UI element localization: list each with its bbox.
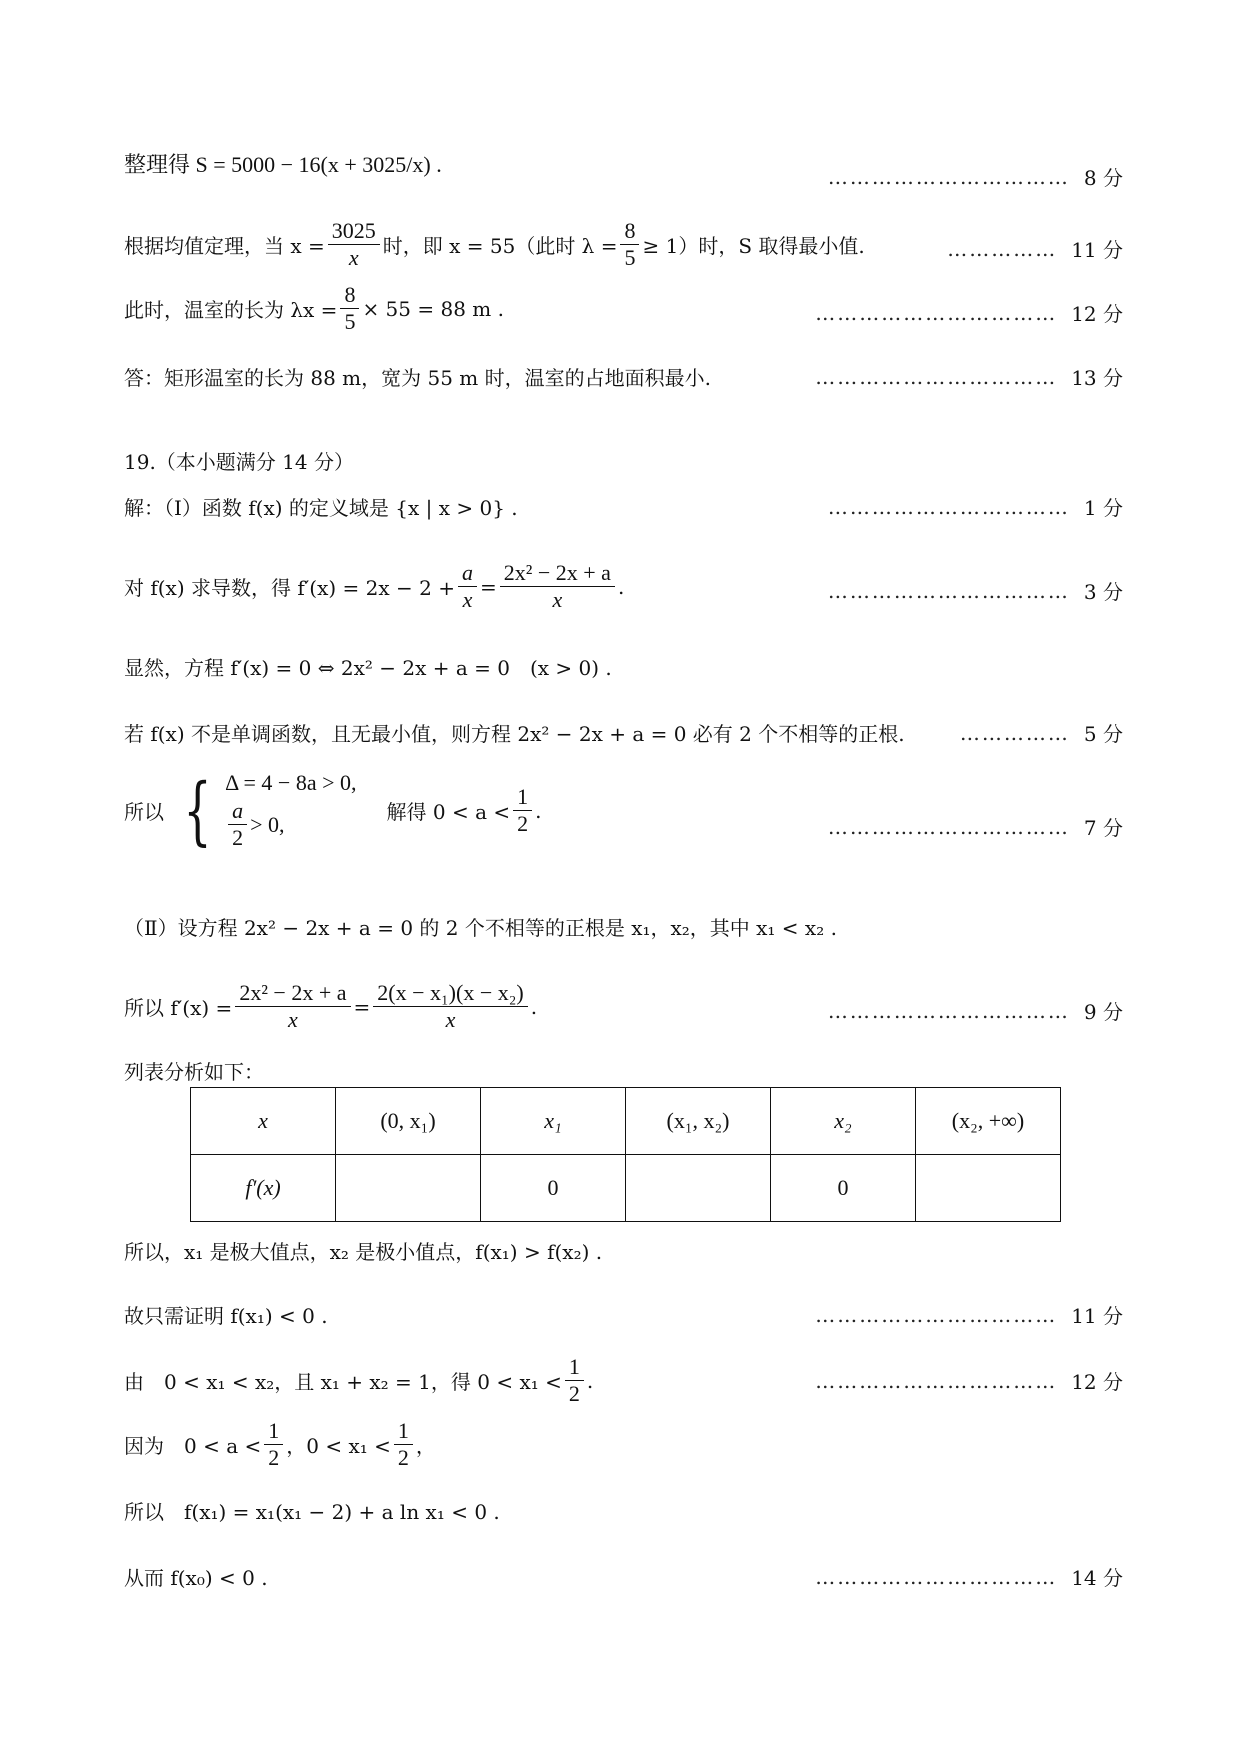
text: 此时，温室的长为 λx = xyxy=(124,298,338,322)
left-brace: { xyxy=(183,767,212,854)
numerator: a xyxy=(458,560,477,587)
text: ，0 < x₁ < xyxy=(286,1434,391,1458)
score-8 xyxy=(828,812,1123,841)
numerator: 2x² − 2x + a xyxy=(500,560,615,587)
fraction xyxy=(373,980,527,1033)
denominator: x xyxy=(462,587,473,612)
equation-system xyxy=(225,770,356,851)
fraction xyxy=(500,560,615,613)
table-cell: 0 xyxy=(481,1155,626,1222)
denominator: x xyxy=(348,245,359,270)
text: ， xyxy=(415,1434,436,1458)
leader-dots: …………………………… xyxy=(815,1368,1058,1393)
fraction xyxy=(620,218,639,271)
text: > 0, xyxy=(250,811,285,837)
score-label: 5 分 xyxy=(1083,722,1123,746)
numerator: 1 xyxy=(565,1354,584,1381)
score-label: 12 分 xyxy=(1071,1370,1123,1394)
line-7 xyxy=(124,560,624,613)
question-heading xyxy=(124,446,354,475)
text: 解：（Ⅰ）函数 f(x) 的定义域是 {x | x > 0} . xyxy=(124,496,518,520)
table-cell xyxy=(336,1155,481,1222)
score-3 xyxy=(815,298,1123,327)
text: × 55 = 88 m . xyxy=(362,296,504,321)
leader-dots: …………………………… xyxy=(827,998,1070,1023)
text: 故只需证明 f(x₁) < 0 . xyxy=(124,1304,328,1328)
line-11 xyxy=(124,912,837,941)
line-6 xyxy=(124,492,518,521)
text: 若 f(x) 不是单调函数，且无最小值，则方程 2x² − 2x + a = 0 必有 2 个不相等的正根. xyxy=(124,722,905,746)
score-9 xyxy=(828,996,1123,1025)
text: 整理得 S = 5000 − 16(x + 3025/x) . xyxy=(124,152,442,177)
denominator: 2 xyxy=(268,1445,280,1470)
fraction xyxy=(235,980,350,1033)
score-label: 14 分 xyxy=(1071,1566,1123,1590)
table-cell xyxy=(626,1155,771,1222)
score-label: 3 分 xyxy=(1083,580,1123,604)
text: 所以 f′(x) = xyxy=(124,996,233,1020)
text: . xyxy=(586,1368,594,1393)
leader-dots: …………………………… xyxy=(827,164,1070,189)
fraction xyxy=(458,560,477,613)
numerator: 3025 xyxy=(328,218,380,245)
denominator: 2 xyxy=(397,1445,409,1470)
line-10 xyxy=(124,767,542,854)
numerator: a xyxy=(228,798,247,825)
text: 所以 xyxy=(124,800,164,824)
table-cell: f′(x) xyxy=(191,1155,336,1222)
table-cell xyxy=(916,1155,1061,1222)
score-label: 11 分 xyxy=(1071,1304,1123,1328)
leader-dots: …………… xyxy=(959,720,1070,745)
denominator: 2 xyxy=(232,825,244,850)
numerator: 1 xyxy=(513,784,532,811)
leader-dots: …………… xyxy=(947,236,1058,261)
system-row-1 xyxy=(225,770,356,796)
denominator: 5 xyxy=(344,309,356,334)
score-label: 8 分 xyxy=(1083,166,1123,190)
text: （Ⅱ）设方程 2x² − 2x + a = 0 的 2 个不相等的正根是 x₁，x₂，其中 x₁ < x₂ . xyxy=(124,916,837,940)
table-cell: (x₁, x₂) xyxy=(626,1088,771,1155)
text: 根据均值定理，当 x = xyxy=(124,234,325,258)
line-17 xyxy=(124,1418,436,1471)
denominator: x xyxy=(445,1007,456,1032)
text: ≥ 1）时，S 取得最小值. xyxy=(642,234,865,258)
fraction xyxy=(228,798,247,851)
line-3 xyxy=(124,282,504,335)
fraction xyxy=(394,1418,413,1471)
table-cell: x xyxy=(191,1088,336,1155)
text: . xyxy=(617,574,625,599)
fraction xyxy=(264,1418,283,1471)
table-cell: (x₂, +∞) xyxy=(916,1088,1061,1155)
fraction xyxy=(340,282,359,335)
score-7 xyxy=(960,718,1123,747)
line-12 xyxy=(124,980,537,1033)
score-label: 12 分 xyxy=(1071,302,1123,326)
denominator: 2 xyxy=(517,811,529,836)
leader-dots: …………………………… xyxy=(815,364,1058,389)
line-4 xyxy=(124,362,711,391)
leader-dots: …………………………… xyxy=(827,578,1070,603)
text: 列表分析如下： xyxy=(124,1060,264,1084)
line-18 xyxy=(124,1496,500,1525)
text: . xyxy=(535,798,542,823)
numerator: 8 xyxy=(620,218,639,245)
text: Δ = 4 − 8a > 0, xyxy=(225,770,357,795)
leader-dots: …………………………… xyxy=(827,494,1070,519)
denominator: x xyxy=(288,1007,298,1032)
numerator: 1 xyxy=(394,1418,413,1445)
denominator: x xyxy=(552,587,563,612)
score-1 xyxy=(828,162,1123,191)
table-cell: x₁ xyxy=(481,1088,626,1155)
leader-dots: …………………………… xyxy=(815,1302,1058,1327)
line-15 xyxy=(124,1300,328,1329)
line-16 xyxy=(124,1354,593,1407)
text: 19.（本小题满分 14 分） xyxy=(124,450,354,474)
score-12 xyxy=(815,1562,1123,1591)
line-8 xyxy=(124,652,612,681)
line-14 xyxy=(124,1236,602,1265)
score-label: 13 分 xyxy=(1071,366,1123,390)
text: 解得 0 < a < xyxy=(386,800,511,824)
text: 所以 f(x₁) = x₁(x₁ − 2) + a ln x₁ < 0 . xyxy=(124,1500,500,1524)
numerator: 8 xyxy=(340,282,359,309)
fraction xyxy=(565,1354,584,1407)
score-2 xyxy=(947,234,1123,263)
text: = xyxy=(479,574,497,599)
score-10 xyxy=(815,1300,1123,1329)
line-13 xyxy=(124,1056,264,1085)
numerator: 1 xyxy=(264,1418,283,1445)
score-label: 9 分 xyxy=(1083,1000,1123,1024)
line-19 xyxy=(124,1562,268,1591)
leader-dots: …………………………… xyxy=(815,300,1058,325)
score-4 xyxy=(815,362,1123,391)
line-1 xyxy=(124,148,442,179)
text: = xyxy=(353,994,371,1019)
text: 显然，方程 f′(x) = 0 ⇔ 2x² − 2x + a = 0 (x > 0) . xyxy=(124,656,612,680)
text: . xyxy=(530,994,538,1019)
analysis-table xyxy=(190,1087,1061,1222)
denominator: 5 xyxy=(624,245,636,270)
score-6 xyxy=(828,576,1123,605)
leader-dots: …………………………… xyxy=(815,1564,1058,1589)
score-11 xyxy=(815,1366,1123,1395)
table-cell: 0 xyxy=(771,1155,916,1222)
text: 从而 f(x₀) < 0 . xyxy=(124,1566,268,1590)
fraction xyxy=(513,784,532,837)
table-cell: x₂ xyxy=(771,1088,916,1155)
score-label: 7 分 xyxy=(1083,816,1123,840)
text: 因为 0 < a < xyxy=(124,1434,262,1458)
table-cell: (0, x₁) xyxy=(336,1088,481,1155)
text: 由 0 < x₁ < x₂，且 x₁ + x₂ = 1，得 0 < x₁ < xyxy=(124,1370,562,1394)
score-label: 11 分 xyxy=(1071,238,1123,262)
line-9 xyxy=(124,718,905,747)
system-row-2 xyxy=(225,798,356,851)
fraction xyxy=(328,218,380,271)
numerator: 2(x − x₁)(x − x₂) xyxy=(373,980,527,1007)
text: 时，即 x = 55（此时 λ = xyxy=(382,234,618,258)
table-row xyxy=(191,1088,1061,1155)
table-row xyxy=(191,1155,1061,1222)
text: 答：矩形温室的长为 88 m，宽为 55 m 时，温室的占地面积最小. xyxy=(124,366,711,390)
score-5 xyxy=(828,492,1123,521)
score-label: 1 分 xyxy=(1083,496,1123,520)
leader-dots: …………………………… xyxy=(827,814,1070,839)
numerator: 2x² − 2x + a xyxy=(235,980,350,1007)
text: 对 f(x) 求导数，得 f′(x) = 2x − 2 + xyxy=(124,576,455,600)
line-2 xyxy=(124,218,865,271)
denominator: 2 xyxy=(568,1381,580,1406)
text: 所以，x₁ 是极大值点，x₂ 是极小值点，f(x₁) > f(x₂) . xyxy=(124,1240,603,1264)
